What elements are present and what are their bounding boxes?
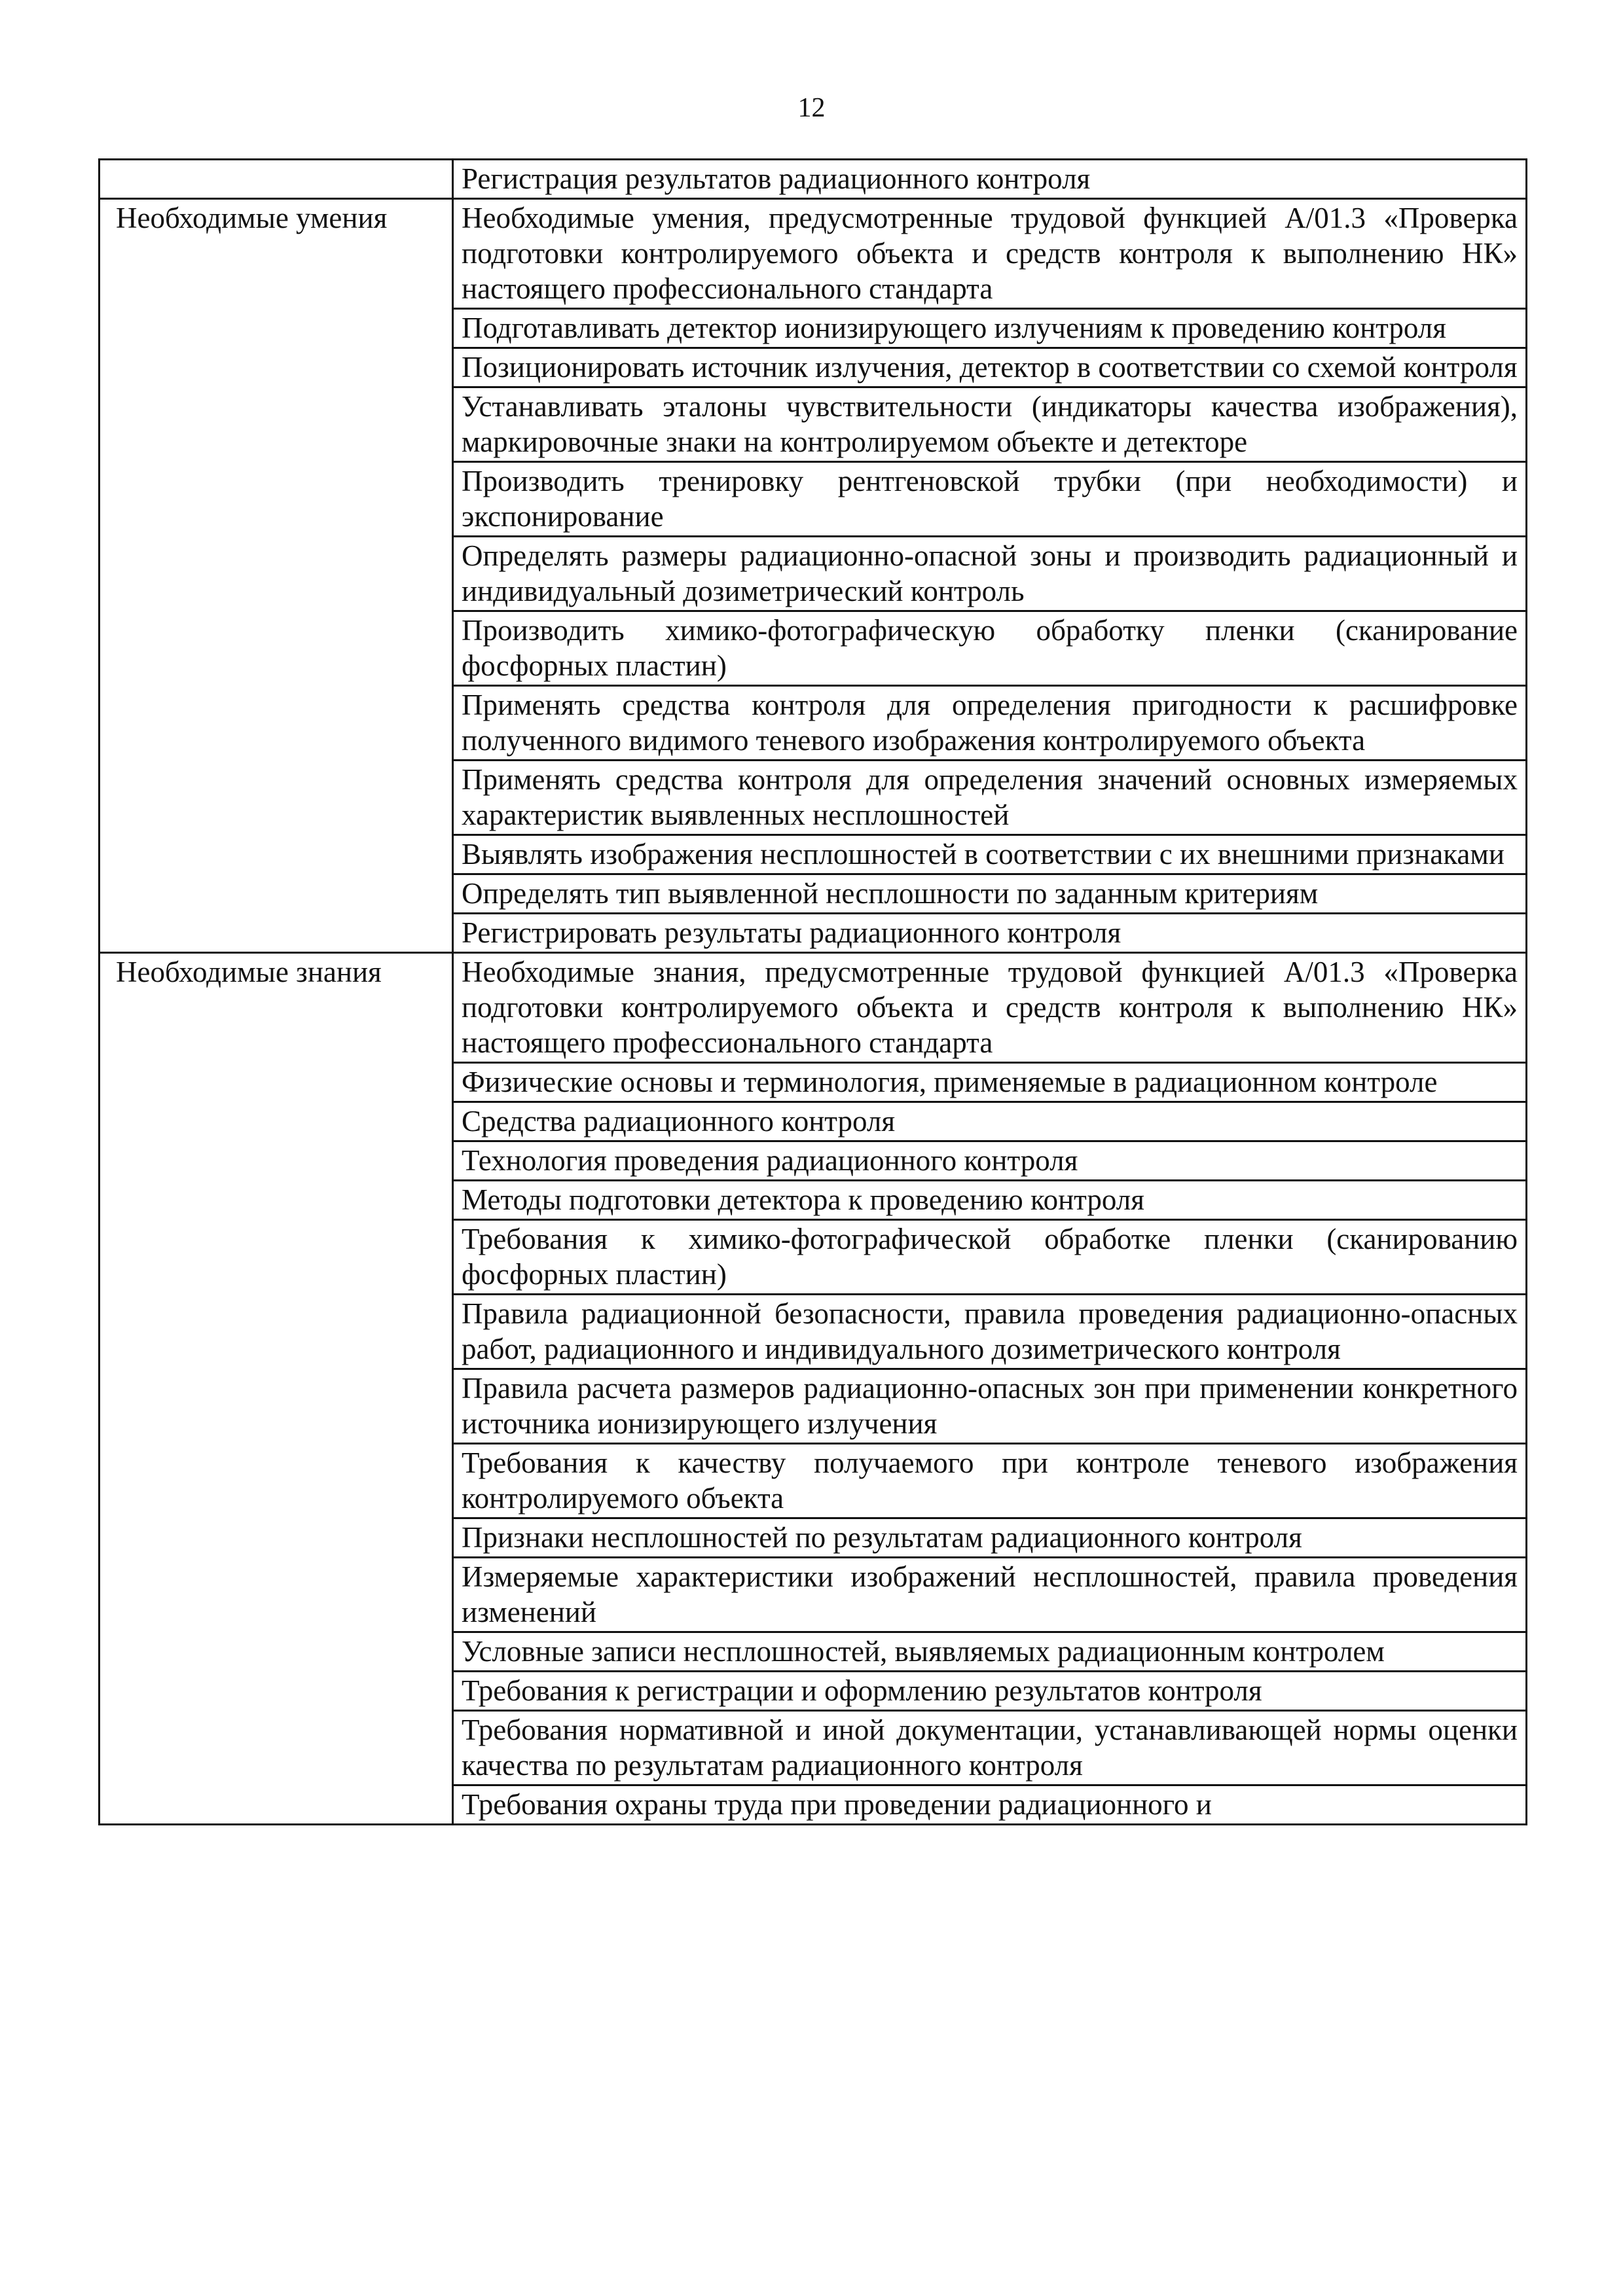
requirement-cell: Производить химико-фотографическую обработку пленки (сканирование фосфорных пластин) bbox=[453, 611, 1527, 686]
requirement-cell: Средства радиационного контроля bbox=[453, 1102, 1527, 1141]
section-label-cell: Необходимые умения bbox=[100, 199, 453, 953]
requirement-cell: Применять средства контроля для определения пригодности к расшифровке полученного видимого теневого изображения контролируемого объекта bbox=[453, 686, 1527, 761]
section-label-cell: Необходимые знания bbox=[100, 953, 453, 1825]
requirement-cell: Методы подготовки детектора к проведению контроля bbox=[453, 1181, 1527, 1220]
functions-table bbox=[98, 158, 1527, 1825]
requirement-cell: Позиционировать источник излучения, детектор в соответствии со схемой контроля bbox=[453, 348, 1527, 387]
requirement-cell: Требования к регистрации и оформлению результатов контроля bbox=[453, 1672, 1527, 1711]
table-row bbox=[100, 199, 1527, 309]
requirement-cell: Устанавливать эталоны чувствительности (индикаторы качества изображения), маркировочные знаки на контролируемом объекте и детекторе bbox=[453, 387, 1527, 462]
requirement-cell: Регистрировать результаты радиационного контроля bbox=[453, 914, 1527, 953]
requirement-cell: Требования нормативной и иной документации, устанавливающей нормы оценки качества по результатам радиационного контроля bbox=[453, 1711, 1527, 1785]
requirement-cell: Применять средства контроля для определения значений основных измеряемых характеристик выявленных несплошностей bbox=[453, 761, 1527, 835]
row-label-cell bbox=[100, 160, 453, 199]
requirement-cell: Определять тип выявленной несплошности по заданным критериям bbox=[453, 874, 1527, 914]
requirement-cell: Требования к химико-фотографической обработке пленки (сканированию фосфорных пластин) bbox=[453, 1220, 1527, 1295]
requirement-cell: Производить тренировку рентгеновской трубки (при необходимости) и экспонирование bbox=[453, 462, 1527, 537]
requirement-cell: Требования к качеству получаемого при контроле теневого изображения контролируемого объекта bbox=[453, 1444, 1527, 1518]
requirement-cell: Необходимые знания, предусмотренные трудовой функцией A/01.3 «Проверка подготовки контролируемого объекта и средств контроля к выполнению НК» настоящего профессионального стандарта bbox=[453, 953, 1527, 1063]
requirement-cell: Правила расчета размеров радиационно-опасных зон при применении конкретного источника ионизирующего излучения bbox=[453, 1369, 1527, 1444]
requirement-cell: Правила радиационной безопасности, правила проведения радиационно-опасных работ, радиационного и индивидуального дозиметрического контроля bbox=[453, 1295, 1527, 1369]
page-number: 12 bbox=[797, 93, 826, 123]
requirement-cell: Технология проведения радиационного контроля bbox=[453, 1141, 1527, 1181]
requirement-cell: Физические основы и терминология, применяемые в радиационном контроле bbox=[453, 1063, 1527, 1102]
table-body bbox=[100, 160, 1527, 1825]
requirement-cell: Требования охраны труда при проведении радиационного и bbox=[453, 1785, 1527, 1825]
requirement-cell: Измеряемые характеристики изображений несплошностей, правила проведения изменений bbox=[453, 1558, 1527, 1632]
requirement-cell: Необходимые умения, предусмотренные трудовой функцией A/01.3 «Проверка подготовки контролируемого объекта и средств контроля к выполнению НК» настоящего профессионального стандарта bbox=[453, 199, 1527, 309]
table-row bbox=[100, 953, 1527, 1063]
requirement-cell: Подготавливать детектор ионизирующего излучениям к проведению контроля bbox=[453, 309, 1527, 348]
table-row bbox=[100, 160, 1527, 199]
requirement-cell: Выявлять изображения несплошностей в соответствии с их внешними признаками bbox=[453, 835, 1527, 874]
requirement-cell: Определять размеры радиационно-опасной зоны и производить радиационный и индивидуальный дозиметрический контроль bbox=[453, 537, 1527, 611]
requirement-cell: Признаки несплошностей по результатам радиационного контроля bbox=[453, 1518, 1527, 1558]
row-content-cell: Регистрация результатов радиационного контроля bbox=[453, 160, 1527, 199]
requirement-cell: Условные записи несплошностей, выявляемых радиационным контролем bbox=[453, 1632, 1527, 1672]
